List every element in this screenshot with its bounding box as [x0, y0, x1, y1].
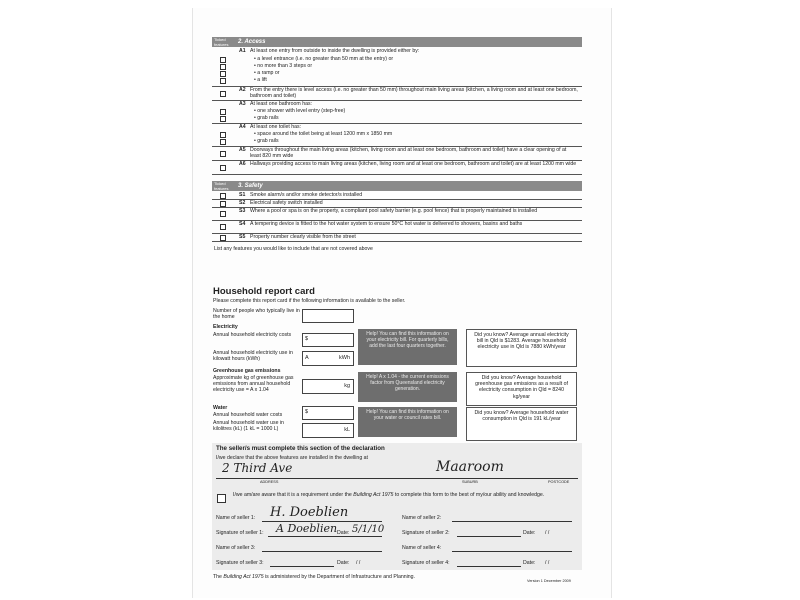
seller1-date-value: 5/1/10: [352, 524, 385, 535]
elec-cost-prefix: $: [305, 336, 309, 342]
aware-act: Building Act 1975: [353, 492, 394, 498]
row-code: S1: [239, 192, 246, 198]
seller3-name-label: Name of seller 3:: [216, 545, 256, 551]
access-row-a5: [212, 147, 582, 161]
elec-use-prefix: A: [305, 355, 309, 361]
address-line: [216, 478, 578, 479]
access-row-a1-ramp: [212, 70, 582, 77]
water-heading: Water: [213, 405, 228, 411]
checkbox[interactable]: [220, 193, 226, 199]
row-text: Where a pool or spa is on the property, a compliant pool safety barrier (e.g. pool fence) that is properly maintained is installed: [250, 208, 538, 214]
seller2-name-line[interactable]: [452, 521, 572, 522]
footer-text: [213, 574, 513, 580]
seller3-date-value: / /: [356, 560, 361, 566]
seller3-signature-label: Signature of seller 3:: [216, 560, 264, 566]
row-code: A3: [239, 101, 246, 107]
access-row-a1-level: [212, 56, 582, 63]
seller2-date-label: Date:: [523, 530, 536, 536]
gas-help-box: Help! A x 1.04 - the current emissions factor from Queensland electricity generation.: [358, 372, 457, 402]
row-code: A2: [239, 87, 246, 93]
safety-row-s1: [212, 192, 582, 200]
awareness-text: [233, 492, 563, 498]
seller3-name-line[interactable]: [262, 551, 382, 552]
access-row-a1: [212, 48, 582, 56]
elec-use-label: Annual household electricity use in kilowatt hours (kWh): [213, 350, 293, 363]
row-text: • grab rails: [254, 138, 279, 144]
suburb-handwritten: Maaroom: [436, 459, 504, 475]
seller3-date-label: Date:: [337, 560, 350, 566]
safety-heading: 3. Safety: [238, 183, 263, 189]
row-code: A6: [239, 161, 246, 167]
elec-did-you-know: Did you know? Average annual electricity bill in Qld is $1283. Average household electricity use in Qld is 7880 kWh/year: [466, 329, 577, 367]
row-text: • a level entrance (i.e. no greater than 50 mm at the entry) or: [254, 56, 394, 62]
seller4-signature-line[interactable]: [457, 566, 521, 567]
row-text: At least one bathroom has:: [250, 101, 312, 107]
other-features-label: List any features you would like to include that are not covered above: [214, 246, 373, 252]
access-row-a4-grab: [212, 138, 582, 147]
checkbox[interactable]: [220, 201, 226, 207]
access-row-a4-space: [212, 131, 582, 138]
row-text: Property number clearly visible from the street: [250, 234, 356, 240]
gas-input[interactable]: [302, 379, 354, 394]
safety-row-s5: [212, 234, 582, 242]
checkbox[interactable]: [220, 91, 226, 97]
water-use-input[interactable]: [302, 423, 354, 438]
row-text: • a lift: [254, 77, 267, 83]
report-title: Household report card: [213, 286, 315, 297]
checkbox[interactable]: [220, 224, 226, 230]
checkbox[interactable]: [220, 116, 226, 122]
row-code: S2: [239, 200, 246, 206]
row-code: S4: [239, 221, 246, 227]
row-text: • grab rails: [254, 115, 279, 121]
electricity-heading: Electricity: [213, 324, 238, 330]
access-row-a6: [212, 161, 582, 175]
access-row-a1-lift: [212, 77, 582, 87]
report-intro: Please complete this report card if the following information is available to the seller.: [213, 298, 406, 304]
access-row-a4: [212, 124, 582, 131]
postcode-caption: POSTCODE: [548, 480, 570, 484]
footer-act: Building Act 1975: [223, 574, 264, 580]
gas-did-you-know: Did you know? Average household greenhouse gas emissions as a result of electricity consumption in Qld = 8240 kg/year: [466, 372, 577, 406]
seller1-name-value: H. Doeblien: [270, 505, 349, 520]
row-text: Doorways throughout the main living areas (kitchen, living room and at least one bedroom, bathroom and toilet) have a clear opening of at least 820 mm wide: [250, 147, 567, 159]
access-heading-tag: Ticked features: [214, 37, 229, 47]
row-code: A1: [239, 48, 246, 54]
access-row-a2: [212, 87, 582, 101]
seller3-signature-line[interactable]: [270, 566, 334, 567]
row-text: • space around the toilet being at least 1200 mm x 1850 mm: [254, 131, 393, 137]
checkbox[interactable]: [220, 211, 226, 217]
people-input[interactable]: [302, 309, 354, 323]
row-code: S3: [239, 208, 246, 214]
row-text: From the entry there is level access (i.e. no greater than 50 mm) throughout main living areas (kitchen, a living room and at least one bedroom, bathroom and toilet): [250, 87, 578, 99]
checkbox[interactable]: [220, 235, 226, 241]
people-label: Number of people who typically live in the home: [213, 308, 300, 321]
seller4-name-label: Name of seller 4:: [402, 545, 442, 551]
seller2-signature-line[interactable]: [457, 536, 521, 537]
aware-text-1: I/we am/are aware that it is a requirement under the: [233, 492, 354, 498]
water-cost-prefix: $: [305, 409, 309, 415]
row-text: Electrical safety switch installed: [250, 200, 323, 206]
awareness-checkbox[interactable]: [217, 494, 226, 503]
checkbox[interactable]: [220, 151, 226, 157]
seller1-signature-label: Signature of seller 1:: [216, 530, 264, 536]
row-code: A4: [239, 124, 246, 130]
water-help-box: Help! You can find this information on your water or council rates bill.: [358, 407, 457, 437]
checkbox[interactable]: [220, 165, 226, 171]
address-caption: ADDRESS: [260, 480, 279, 484]
row-text: At least one entry from outside to inside the dwelling is provided either by:: [250, 48, 420, 54]
access-row-a1-steps: [212, 63, 582, 70]
seller2-signature-label: Signature of seller 2:: [402, 530, 450, 536]
access-row-a3-shower: [212, 108, 582, 115]
access-section-header: [212, 37, 582, 47]
row-code: A5: [239, 147, 246, 153]
elec-use-unit: kWh: [339, 355, 350, 361]
row-text: • a ramp or: [254, 70, 280, 76]
safety-row-s3: [212, 208, 582, 221]
version-label: Version 1 December 2009: [527, 579, 571, 583]
footer-text-2: is administered by the Department of Infrastructure and Planning.: [263, 574, 415, 580]
elec-cost-label: Annual household electricity costs: [213, 332, 292, 338]
row-code: S5: [239, 234, 246, 240]
seller4-date-label: Date:: [523, 560, 536, 566]
checkbox[interactable]: [220, 139, 226, 145]
safety-row-s4: [212, 221, 582, 234]
safety-heading-tag: Ticked features: [214, 181, 229, 191]
gas-heading: Greenhouse gas emissions: [213, 368, 281, 374]
water-cost-label: Annual household water costs: [213, 412, 283, 418]
gas-unit: kg: [344, 383, 350, 389]
gas-label: Approximate kg of greenhouse gas emissions from annual household electricity use = A x 1.04: [213, 375, 294, 394]
elec-cost-input[interactable]: [302, 333, 354, 347]
row-text: Smoke alarm/s and/or smoke detector/s installed: [250, 192, 363, 198]
seller1-signature-line[interactable]: [268, 536, 382, 537]
seller4-signature-label: Signature of seller 4:: [402, 560, 450, 566]
safety-row-s2: [212, 200, 582, 208]
seller1-date-label: Date:: [337, 530, 350, 536]
row-text: At least one toilet has:: [250, 124, 302, 130]
row-text: • one shower with level entry (step-free): [254, 108, 346, 114]
seller4-date-value: / /: [545, 560, 550, 566]
water-did-you-know: Did you know? Average household water consumption in Qld is 191 kL/year: [466, 407, 577, 441]
row-text: • no more than 3 steps or: [254, 63, 313, 69]
footer-text-1: The: [213, 574, 224, 580]
row-text: Hallways providing access to main living areas (kitchen, living room and at least one bedroom, bathroom and toilet) are at least 1200 mm wide: [250, 161, 577, 167]
row-text: A tempering device is fitted to the hot water system to ensure 50°C hot water is delivered to showers, basins and baths: [250, 221, 523, 227]
access-row-a3: [212, 101, 582, 108]
seller1-name-label: Name of seller 1:: [216, 515, 256, 521]
seller2-name-label: Name of seller 2:: [402, 515, 442, 521]
declaration-heading: The seller/s must complete this section of the declaration: [216, 445, 385, 452]
water-use-label: Annual household water use in kilolitres (kL) (1 kL = 1000 L): [213, 420, 284, 433]
declare-text: I/we declare that the above features are installed in the dwelling at: [216, 455, 368, 461]
aware-text-2: to complete this form to the best of my/our ability and knowledge.: [393, 492, 545, 498]
safety-section-header: [212, 181, 582, 191]
water-cost-input[interactable]: [302, 406, 354, 420]
access-heading: 2. Access: [238, 39, 266, 45]
elec-use-input[interactable]: [302, 351, 354, 366]
suburb-caption: SUBURB: [462, 480, 478, 484]
checkbox[interactable]: [220, 78, 226, 84]
water-use-unit: kL: [344, 427, 350, 433]
seller2-date-value: / /: [545, 530, 550, 536]
elec-help-box: Help! You can find this information on your electricity bill. For quarterly bills, add the last four quarters together.: [358, 329, 457, 365]
seller1-signature-value: A Doeblien: [276, 522, 338, 535]
address-handwritten: 2 Third Ave: [222, 461, 293, 475]
seller4-name-line[interactable]: [452, 551, 572, 552]
access-row-a3-grab: [212, 115, 582, 124]
